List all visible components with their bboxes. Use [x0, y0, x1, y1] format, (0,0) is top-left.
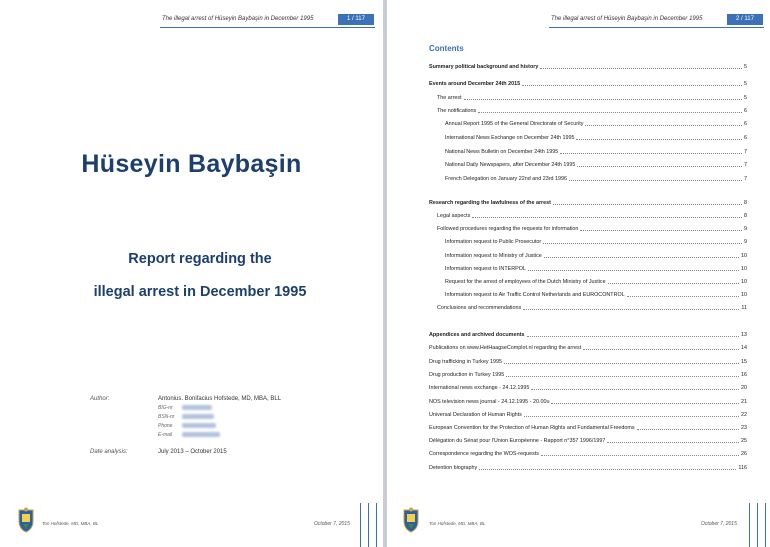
toc-leader-dots [464, 99, 742, 100]
footer-date: October 7, 2015 [314, 521, 350, 527]
toc-entry-text: Délégation du Sénat pour l'Union Européenne - Rapport n°357 1996/1997 [429, 438, 606, 444]
toc-entry[interactable] [429, 290, 747, 298]
toc-leader-dots [544, 257, 739, 258]
footer-author: Ton Hofstede, MD, MBA, BL [42, 521, 99, 526]
contact-label: BIG-nr [158, 405, 173, 411]
page-number-badge: 2 / 117 [727, 14, 763, 25]
toc-page-number: 5 [744, 81, 747, 87]
toc-leader-dots [553, 204, 742, 205]
contact-label: E-mail [158, 432, 173, 438]
toc-page-number: 7 [744, 176, 747, 182]
toc-entry[interactable] [429, 93, 747, 101]
footer-author: Ton Hofstede, MD, MBA, BL [429, 521, 486, 526]
toc-page-number: 25 [741, 438, 747, 444]
author-name: Antonius. Bonifacius Hofstede, MD, MBA, BLL [158, 396, 282, 402]
toc-leader-dots [580, 230, 742, 231]
redacted-value [182, 423, 216, 428]
toc-entry[interactable] [429, 436, 747, 444]
toc-page-number: 9 [744, 226, 747, 232]
toc-entry-text: Summary political background and history [429, 64, 539, 70]
toc-leader-dots [541, 455, 739, 456]
toc-entry-text: Request for the arrest of employees of the Dutch Ministry of Justice [445, 279, 606, 285]
toc-page-number: 6 [744, 108, 747, 114]
toc-leader-dots [551, 403, 739, 404]
toc-leader-dots [583, 349, 739, 350]
toc-entry-text: Appendices and archived documents [429, 332, 525, 338]
toc-leader-dots [479, 469, 736, 470]
toc-entry[interactable] [429, 62, 747, 70]
toc-page-number: 6 [744, 121, 747, 127]
toc-entry-text: Universal Declaration of Human Rights [429, 412, 522, 418]
toc-entry[interactable] [429, 160, 747, 168]
contact-label: Phone [158, 423, 173, 429]
footer-rule [749, 503, 750, 547]
toc-entry[interactable] [429, 198, 747, 206]
page-footer [0, 501, 383, 547]
footer-rule [765, 503, 766, 547]
footer-rule [360, 503, 361, 547]
toc-entry-text: Events around December 24th 2015 [429, 81, 521, 87]
author-label: Author: [90, 396, 110, 402]
toc-page-number: 5 [744, 64, 747, 70]
toc-page-number: 13 [741, 332, 747, 338]
toc-page-number: 23 [741, 425, 747, 431]
toc-page-number: 15 [741, 359, 747, 365]
toc-leader-dots [577, 166, 742, 167]
toc-entry-text: National News Bulletin on December 24th 1995 [445, 149, 559, 155]
report-title: Hüseyin Baybaşin [81, 150, 302, 178]
toc-entry-text: Information request to Ministry of Justice [445, 253, 542, 259]
toc-leader-dots [478, 112, 742, 113]
contents-heading: Contents [429, 44, 464, 53]
toc-entry-text: National Daily Newspapers, after December 24th 1995 [445, 162, 576, 168]
report-subtitle-line2: illegal arrest in December 1995 [93, 284, 307, 300]
toc-entry-text: The arrest [437, 95, 462, 101]
toc-entry[interactable] [429, 237, 747, 245]
toc-entry-text: Followed procedures regarding the requests for information [437, 226, 579, 232]
toc-page-number: 10 [741, 279, 747, 285]
toc-leader-dots [540, 68, 742, 69]
toc-entry-text: Information request to Public Prosecutor [445, 239, 542, 245]
toc-entry-text: Information request to INTERPOL [445, 266, 526, 272]
toc-leader-dots [560, 153, 742, 154]
toc-leader-dots [585, 125, 742, 126]
toc-page-number: 21 [741, 399, 747, 405]
toc-leader-dots [523, 309, 739, 310]
toc-page-number: 10 [741, 253, 747, 259]
toc-entry[interactable] [429, 133, 747, 141]
toc-entry[interactable] [429, 357, 747, 365]
toc-entry-text: Annual Report 1995 of the General Directorate of Security [445, 121, 584, 127]
toc-page-number: 26 [741, 451, 747, 457]
toc-leader-dots [531, 389, 739, 390]
toc-page-number: 8 [744, 200, 747, 206]
redacted-value [182, 414, 214, 419]
toc-entry-text: European Convention for the Protection of Human Rights and Fundamental Freedoms [429, 425, 635, 431]
toc-leader-dots [522, 85, 742, 86]
footer-rule [368, 503, 369, 547]
toc-leader-dots [543, 243, 742, 244]
toc-entry[interactable] [429, 303, 747, 311]
toc-entry-text: Research regarding the lawfulness of the arrest [429, 200, 551, 206]
toc-entry[interactable] [429, 397, 747, 405]
crest-icon [17, 507, 35, 533]
author-block [0, 0, 383, 547]
header-doc-title: The illegal arrest of Hüseyin Baybaşin in December 1995 [162, 16, 314, 22]
toc-page-number: 8 [744, 213, 747, 219]
header-doc-title: The illegal arrest of Hüseyin Baybaşin in December 1995 [551, 16, 703, 22]
page-number-badge: 1 / 117 [338, 14, 374, 25]
toc-entry[interactable] [429, 383, 747, 391]
page-header [549, 14, 764, 26]
toc-page-number: 20 [741, 385, 747, 391]
toc-page-number: 6 [744, 135, 747, 141]
toc-entry-text: International News Exchange on December 24th 1995 [445, 135, 575, 141]
toc-entry-text: NOS television news journal - 24.12.1995 - 20.00u [429, 399, 550, 405]
page-footer [387, 501, 770, 547]
toc-leader-dots [524, 416, 739, 417]
contents-page [387, 0, 770, 547]
toc-entry[interactable] [429, 147, 747, 155]
toc-page-number: 116 [738, 465, 747, 471]
toc-entry[interactable] [429, 224, 747, 232]
toc-entry[interactable] [429, 463, 747, 471]
toc-leader-dots [506, 376, 739, 377]
toc-entry-text: The notifications [437, 108, 477, 114]
contact-label: BSN-nr [158, 414, 175, 420]
toc-leader-dots [528, 270, 739, 271]
toc-page-number: 10 [741, 292, 747, 298]
date-value: July 2013 – October 2015 [158, 449, 227, 455]
toc-entry[interactable] [429, 174, 747, 182]
toc-entry-text: Drug production in Turkey 1995 [429, 372, 505, 378]
toc-entry-text: Detention biography [429, 465, 478, 471]
toc-leader-dots [637, 429, 739, 430]
toc-entry[interactable] [429, 119, 747, 127]
toc-page-number: 16 [741, 372, 747, 378]
toc-page-number: 10 [741, 266, 747, 272]
toc-page-number: 7 [744, 162, 747, 168]
redacted-value [182, 405, 212, 410]
cover-page [0, 0, 383, 547]
toc-entry[interactable] [429, 211, 747, 219]
toc-page-number: 9 [744, 239, 747, 245]
toc-entry-text: Correspondence regarding the WOS-requests [429, 451, 539, 457]
crest-icon [402, 507, 420, 533]
toc-leader-dots [569, 180, 742, 181]
toc-page-number: 7 [744, 149, 747, 155]
toc-leader-dots [576, 139, 742, 140]
toc-leader-dots [608, 283, 739, 284]
toc-entry-text: Drug trafficking in Turkey 1995 [429, 359, 503, 365]
toc-entry[interactable] [429, 264, 747, 272]
redacted-value [182, 432, 220, 437]
date-label: Date analysis: [90, 449, 128, 455]
toc-entry-text: Conclusions and recommendations [437, 305, 522, 311]
toc-entry-text: Legal aspects [437, 213, 471, 219]
toc-leader-dots [472, 217, 742, 218]
toc-page-number: 22 [741, 412, 747, 418]
toc-entry[interactable] [429, 277, 747, 285]
toc-page-number: 11 [741, 305, 747, 311]
toc-entry-text: International news exchange - 24.12.1995 [429, 385, 530, 391]
footer-date: October 7, 2015 [701, 521, 737, 527]
toc-entry[interactable] [429, 370, 747, 378]
toc-leader-dots [607, 442, 739, 443]
toc-entry-text: Information request to Air Traffic Control Netherlands and EUROCONTROL [445, 292, 625, 298]
toc-entry[interactable] [429, 251, 747, 259]
toc-entry-text: Publications on www.HetHaagseComplot.nl regarding the arrest [429, 345, 582, 351]
toc-entry[interactable] [429, 79, 747, 87]
toc-entry[interactable] [429, 330, 747, 338]
footer-rule [376, 503, 377, 547]
toc-entry[interactable] [429, 449, 747, 457]
toc-page-number: 5 [744, 95, 747, 101]
toc-entry[interactable] [429, 410, 747, 418]
toc-page-number: 14 [741, 345, 747, 351]
toc-entry[interactable] [429, 106, 747, 114]
toc-entry[interactable] [429, 423, 747, 431]
toc-entry-text: French Delegation on January 22nd and 23rd 1996 [445, 176, 567, 182]
toc-leader-dots [504, 363, 739, 364]
toc-leader-dots [527, 336, 739, 337]
header-rule [549, 27, 764, 28]
toc-leader-dots [627, 296, 739, 297]
report-subtitle-line1: Report regarding the [128, 251, 272, 267]
footer-rule [757, 503, 758, 547]
toc-entry[interactable] [429, 343, 747, 351]
